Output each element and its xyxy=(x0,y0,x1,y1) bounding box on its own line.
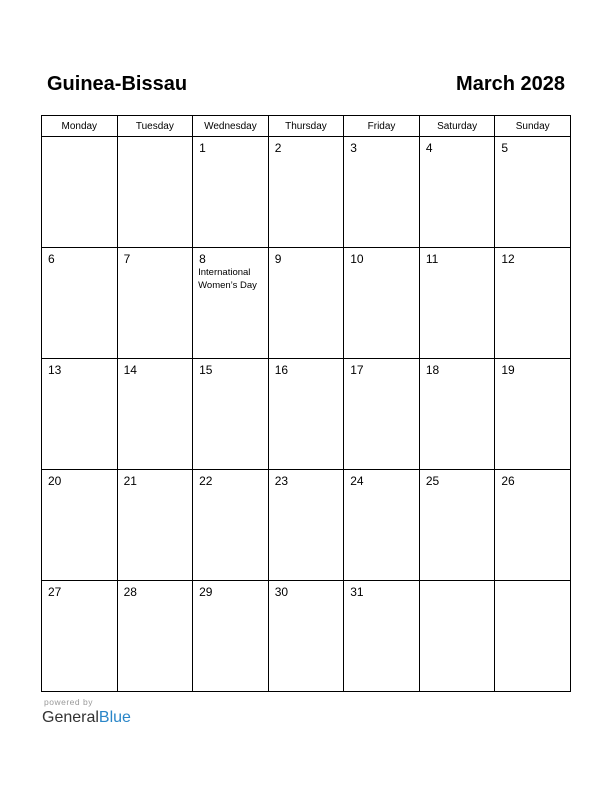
day-number: 30 xyxy=(274,585,289,599)
day-number: 14 xyxy=(123,363,137,377)
day-number: 5 xyxy=(501,141,509,155)
day-number: 26 xyxy=(501,474,515,488)
day-cell xyxy=(344,137,420,248)
day-number: 7 xyxy=(123,252,131,266)
day-cell xyxy=(344,470,420,581)
day-cell xyxy=(42,581,118,692)
day-number: 27 xyxy=(48,585,62,599)
day-cell xyxy=(42,137,118,248)
weekday-header: Friday xyxy=(344,116,420,137)
day-cell xyxy=(42,359,118,470)
day-number: 11 xyxy=(425,252,439,266)
day-cell xyxy=(495,581,571,692)
day-number: 24 xyxy=(350,474,364,488)
day-number: 4 xyxy=(425,141,433,155)
weekday-header: Tuesday xyxy=(117,116,193,137)
day-cell xyxy=(344,581,420,692)
day-number: 15 xyxy=(199,363,213,377)
day-cell xyxy=(193,248,269,359)
day-cell xyxy=(419,248,495,359)
day-cell xyxy=(268,470,344,581)
day-number: 2 xyxy=(274,141,282,155)
day-cell xyxy=(268,248,344,359)
day-number: 22 xyxy=(199,474,213,488)
country-title: Guinea-Bissau xyxy=(47,73,188,95)
day-cell xyxy=(495,248,571,359)
day-cell xyxy=(193,581,269,692)
day-cell xyxy=(42,248,118,359)
week-row xyxy=(42,359,571,470)
weekday-header-row xyxy=(42,116,571,137)
day-number: 19 xyxy=(501,363,515,377)
day-number: 28 xyxy=(123,585,137,599)
day-number: 17 xyxy=(350,363,364,377)
weekday-header: Monday xyxy=(42,116,118,137)
day-cell xyxy=(42,470,118,581)
day-cell xyxy=(344,248,420,359)
day-number xyxy=(495,581,570,585)
day-cell xyxy=(495,470,571,581)
week-row xyxy=(42,581,571,692)
day-number: 16 xyxy=(274,363,289,377)
week-row xyxy=(42,137,571,248)
day-cell xyxy=(117,581,193,692)
day-cell xyxy=(268,137,344,248)
day-number: 20 xyxy=(48,474,62,488)
day-number: 29 xyxy=(199,585,213,599)
day-cell xyxy=(495,137,571,248)
day-cell xyxy=(117,137,193,248)
powered-by-text: powered by xyxy=(44,697,93,707)
day-cell xyxy=(344,359,420,470)
day-cell xyxy=(193,470,269,581)
day-cell xyxy=(117,359,193,470)
day-number xyxy=(118,137,193,141)
calendar-grid xyxy=(41,115,571,692)
day-number: 1 xyxy=(199,141,206,155)
day-cell xyxy=(268,581,344,692)
day-cell xyxy=(495,359,571,470)
day-cell xyxy=(193,359,269,470)
week-row xyxy=(42,248,571,359)
day-number: 23 xyxy=(274,474,289,488)
day-number: 12 xyxy=(501,252,515,266)
day-number: 10 xyxy=(350,252,364,266)
day-number: 8 xyxy=(199,252,206,266)
day-cell xyxy=(117,470,193,581)
day-cell xyxy=(193,137,269,248)
week-row xyxy=(42,470,571,581)
day-number: 25 xyxy=(425,474,440,488)
day-number: 21 xyxy=(123,474,137,488)
brand-blue-text: Blue xyxy=(98,709,131,726)
brand-general-text: General xyxy=(42,709,99,726)
day-number xyxy=(42,137,117,141)
day-cell xyxy=(117,248,193,359)
day-number: 9 xyxy=(274,252,282,266)
day-cell xyxy=(419,137,495,248)
generalblue-logo[interactable] xyxy=(42,708,131,728)
month-year-title: March 2028 xyxy=(456,73,565,95)
weekday-header: Thursday xyxy=(268,116,344,137)
day-number: 18 xyxy=(425,363,440,377)
day-cell xyxy=(419,359,495,470)
weekday-header: Sunday xyxy=(495,116,571,137)
weekday-header: Saturday xyxy=(419,116,495,137)
day-cell xyxy=(268,359,344,470)
weekday-header: Wednesday xyxy=(193,116,269,137)
day-cell xyxy=(419,470,495,581)
day-number: 3 xyxy=(350,141,357,155)
day-number: 6 xyxy=(48,252,55,266)
day-number: 13 xyxy=(48,363,62,377)
holiday-label: International Women’s Day xyxy=(198,267,257,291)
day-number xyxy=(420,581,495,585)
day-number: 31 xyxy=(350,585,364,599)
day-cell xyxy=(419,581,495,692)
